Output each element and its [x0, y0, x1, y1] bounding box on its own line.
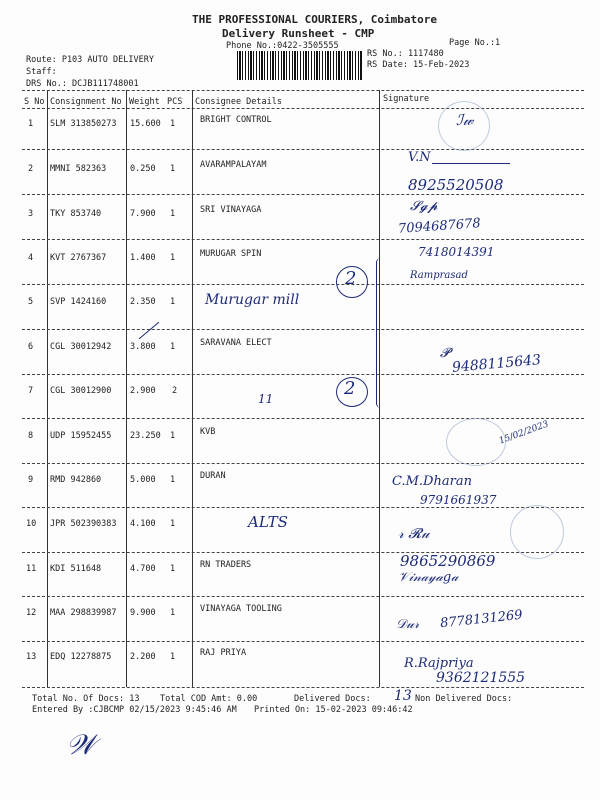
- handwritten-name: C.M.Dharan: [392, 474, 472, 489]
- row-consignment: SLM 313850273: [50, 119, 117, 129]
- row-consignee: VINAYAGA TOOLING: [200, 604, 282, 614]
- row-sno: 12: [26, 608, 37, 618]
- row-consignment: EDQ 12278875: [50, 652, 112, 662]
- signature: ℐ𝓌: [456, 111, 474, 129]
- handwritten-phone: 8778131269: [439, 607, 524, 632]
- handwritten-delivered-count: 13: [394, 688, 412, 704]
- row-weight: 15.600: [130, 119, 161, 129]
- row-weight: 4.700: [130, 564, 156, 574]
- signature: 𝓇 𝓡𝓊: [398, 526, 430, 542]
- col-pcs: PCS: [167, 97, 183, 107]
- row-divider: [22, 374, 584, 375]
- row-consignee: SARAVANA ELECT: [200, 338, 272, 348]
- row-weight: 3.800: [130, 342, 156, 352]
- row-weight: 2.350: [130, 297, 156, 307]
- handwritten-phone: 9488115643: [451, 352, 542, 376]
- row-pcs: 1: [170, 475, 176, 485]
- col-consignment: Consignment No: [50, 97, 122, 107]
- row-consignee: DURAN: [200, 471, 226, 481]
- strike-mark: [139, 322, 160, 339]
- row-consignment: TKY 853740: [50, 209, 102, 219]
- signature-stroke: [432, 163, 510, 164]
- handwritten-consignee: Murugar mill: [205, 292, 300, 308]
- route: Route: P103 AUTO DELIVERY: [26, 55, 154, 65]
- row-pcs: 2: [172, 386, 178, 396]
- non-delivered-docs: Non Delivered Docs:: [415, 694, 513, 704]
- handwritten-consignee: ALTS: [248, 513, 288, 531]
- row-divider: [22, 507, 584, 508]
- row-consignee: SRI VINAYAGA: [200, 205, 262, 215]
- bracket-mark: [376, 258, 385, 408]
- row-weight: 4.100: [130, 519, 156, 529]
- row-pcs: 1: [170, 164, 176, 174]
- row-sno: 8: [28, 431, 34, 441]
- sheet-title: Delivery Runsheet - CMP: [222, 27, 375, 40]
- row-sno: 6: [28, 342, 34, 352]
- row-consignment: MAA 298839987: [50, 608, 117, 618]
- row-divider: [22, 284, 584, 285]
- handwritten-name: Ramprasad: [410, 270, 468, 281]
- col-signature: Signature: [383, 94, 430, 104]
- handwritten-mark: 11: [258, 392, 274, 406]
- row-weight: 23.250: [130, 431, 161, 441]
- total-docs: Total No. Of Docs: 13: [32, 694, 140, 704]
- handwritten-phone: 9791661937: [420, 493, 497, 507]
- delivered-docs: Delivered Docs:: [294, 694, 371, 704]
- divider: [22, 108, 584, 109]
- row-sno: 1: [28, 119, 34, 129]
- staff: Staff:: [26, 67, 57, 77]
- handwritten-phone: 9865290869: [400, 552, 496, 570]
- barcode: [237, 51, 362, 80]
- row-weight: 9.900: [130, 608, 156, 618]
- row-divider: [22, 418, 584, 419]
- row-divider: [22, 641, 584, 642]
- row-sno: 11: [26, 564, 37, 574]
- row-consignee: MURUGAR SPIN: [200, 249, 262, 259]
- row-pcs: 1: [170, 652, 176, 662]
- row-pcs: 1: [170, 431, 176, 441]
- row-divider: [22, 596, 584, 597]
- circle-number: 2: [345, 268, 357, 289]
- row-sno: 5: [28, 297, 34, 307]
- row-divider: [22, 194, 584, 195]
- handwritten-date: 15/02/2023: [497, 419, 551, 447]
- rs-date: RS Date: 15-Feb-2023: [367, 60, 470, 70]
- row-pcs: 1: [170, 253, 176, 263]
- drs-number: DRS No.: DCJB111748001: [26, 79, 139, 89]
- signature: 𝒲: [66, 728, 96, 761]
- divider: [22, 90, 584, 91]
- column-line: [47, 90, 48, 687]
- row-pcs: 1: [170, 297, 176, 307]
- row-divider: [22, 463, 584, 464]
- total-cod: Total COD Amt: 0.00: [160, 694, 258, 704]
- row-consignment: KVT 2767367: [50, 253, 107, 263]
- signature: 𝒱𝒾𝓃𝒶𝓎𝒶𝑔𝒶: [398, 570, 459, 585]
- signature: 𝒟𝓊𝓇: [396, 617, 420, 632]
- row-pcs: 1: [170, 564, 176, 574]
- row-sno: 9: [28, 475, 34, 485]
- signature: 𝓢𝓰𝓹: [410, 199, 438, 214]
- entered-by: Entered By :CJBCMP 02/15/2023 9:45:46 AM: [32, 705, 237, 715]
- row-weight: 2.200: [130, 652, 156, 662]
- row-weight: 7.900: [130, 209, 156, 219]
- row-consignee: AVARAMPALAYAM: [200, 160, 267, 170]
- row-pcs: 1: [170, 119, 176, 129]
- row-consignment: RMD 942860: [50, 475, 102, 485]
- row-pcs: 1: [170, 342, 176, 352]
- row-pcs: 1: [170, 519, 176, 529]
- row-pcs: 1: [170, 608, 176, 618]
- row-sno: 2: [28, 164, 34, 174]
- row-divider: [22, 149, 584, 150]
- company-name: THE PROFESSIONAL COURIERS, Coimbatore: [192, 13, 438, 26]
- company-stamp: [510, 505, 564, 559]
- handwritten-phone: 7094687678: [397, 216, 482, 237]
- row-divider: [22, 552, 584, 553]
- handwritten-name: R.Rajpriya: [404, 656, 474, 671]
- row-divider: [22, 687, 584, 688]
- handwritten-phone: 7418014391: [418, 245, 495, 259]
- row-weight: 5.000: [130, 475, 156, 485]
- col-weight: Weight: [129, 97, 160, 107]
- phone-number: Phone No.:0422-3505555: [226, 41, 339, 51]
- row-sno: 13: [26, 652, 37, 662]
- row-consignee: KVB: [200, 427, 216, 437]
- row-weight: 1.400: [130, 253, 156, 263]
- col-consignee: Consignee Details: [195, 97, 282, 107]
- row-sno: 4: [28, 253, 34, 263]
- row-consignee: BRIGHT CONTROL: [200, 115, 272, 125]
- row-weight: 0.250: [130, 164, 156, 174]
- row-consignment: SVP 1424160: [50, 297, 107, 307]
- row-consignment: KDI 511648: [50, 564, 102, 574]
- row-consignment: UDP 15952455: [50, 431, 112, 441]
- row-consignment: CGL 30012900: [50, 386, 112, 396]
- column-line: [126, 90, 127, 687]
- col-sno: S No: [24, 97, 45, 107]
- rs-number: RS No.: 1117480: [367, 49, 444, 59]
- company-stamp: [446, 418, 506, 466]
- printed-on: Printed On: 15-02-2023 09:46:42: [254, 705, 413, 715]
- handwritten-phone: 8925520508: [408, 176, 504, 194]
- row-pcs: 1: [170, 209, 176, 219]
- row-consignment: JPR 502390383: [50, 519, 117, 529]
- circle-number: 2: [344, 378, 356, 399]
- row-consignee: RAJ PRIYA: [200, 648, 247, 658]
- row-consignee: RN TRADERS: [200, 560, 252, 570]
- row-consignment: CGL 30012942: [50, 342, 112, 352]
- signature: 𝓟: [440, 346, 450, 361]
- handwritten-signature: V.N: [408, 150, 431, 165]
- row-sno: 10: [26, 519, 37, 529]
- column-line: [192, 90, 193, 687]
- row-consignment: MMNI 582363: [50, 164, 107, 174]
- page-number: Page No.:1: [449, 38, 501, 48]
- row-weight: 2.900: [130, 386, 156, 396]
- row-divider: [22, 329, 584, 330]
- row-sno: 7: [28, 386, 34, 396]
- row-divider: [22, 239, 584, 240]
- handwritten-phone: 9362121555: [436, 670, 526, 686]
- row-sno: 3: [28, 209, 34, 219]
